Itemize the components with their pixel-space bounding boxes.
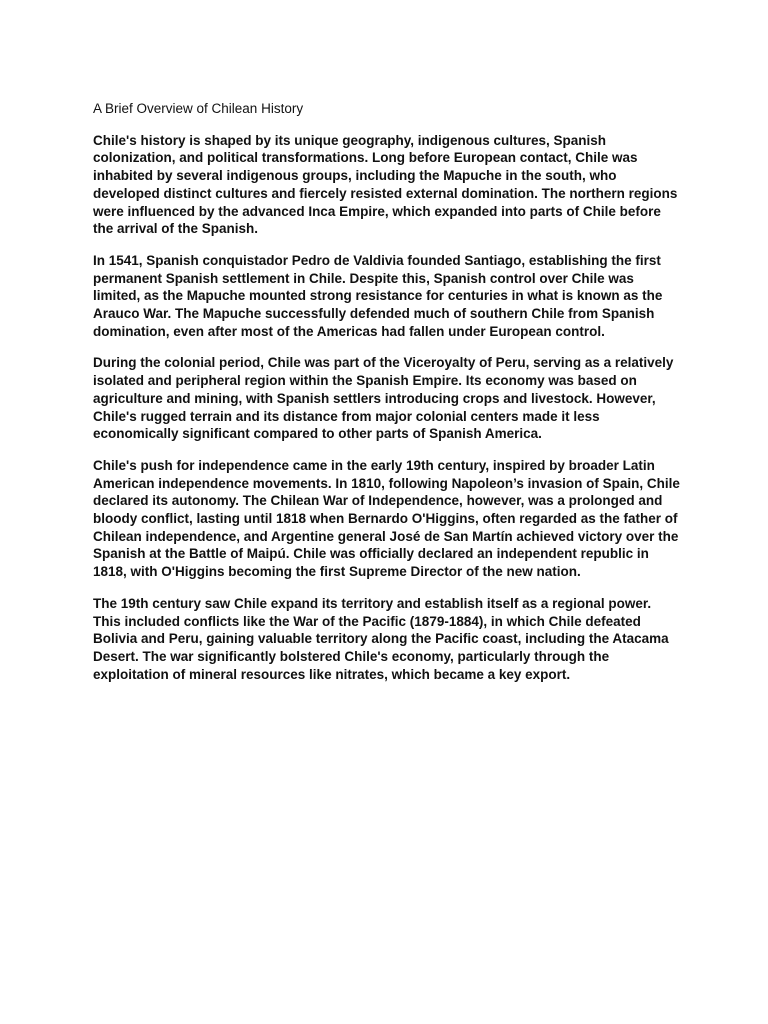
document-title: A Brief Overview of Chilean History xyxy=(93,101,304,116)
paragraph-indigenous: Chile's history is shaped by its unique geography, indigenous cultures, Spanish colonization, and political transformations. Long before European contact, Chile was inhabited by several indigenous groups, including the Mapuche in the south, who developed distinct cultures and fiercely resisted external domination. The northern regions were influenced by the advanced Inca Empire, which expanded into parts of Chile before the arrival of the Spanish. xyxy=(93,132,678,237)
paragraph-expansion: The 19th century saw Chile expand its territory and establish itself as a regional power. This included conflicts like the War of the Pacific (1879-1884), in which Chile defeated Bolivia and Peru, gaining valuable territory along the Pacific coast, including the Atacama Desert. The war significantly bolstered Chile's economy, particularly through the exploitation of mineral resources like nitrates, which became a key export. xyxy=(93,595,669,682)
paragraph-colonial: During the colonial period, Chile was part of the Viceroyalty of Peru, serving as a relatively isolated and peripheral region within the Spanish Empire. Its economy was based on agriculture and mining, with Spanish settlers introducing crops and livestock. However, Chile's rugged terrain and its distance from major colonial centers made it less economically significant compared to other parts of Spanish America. xyxy=(93,355,674,442)
paragraph-conquest: In 1541, Spanish conquistador Pedro de Valdivia founded Santiago, establishing the first permanent Spanish settlement in Chile. Despite this, Spanish control over Chile was limited, as the Mapuche mounted strong resistance for centuries in what is known as the Arauco War. The Mapuche successfully defended much of southern Chile from Spanish domination, even after most of the Americas had fallen under European control. xyxy=(93,252,663,339)
document-body xyxy=(93,100,681,697)
paragraph-independence: Chile's push for independence came in the early 19th century, inspired by broader Latin American independence movements. In 1810, following Napoleon’s invasion of Spain, Chile declared its autonomy. The Chilean War of Independence, however, was a prolonged and bloody conflict, lasting until 1818 when Bernardo O'Higgins, often regarded as the father of Chilean independence, and Argentine general José de San Martín achieved victory over the Spanish at the Battle of Maipú. Chile was officially declared an independent republic in 1818, with O'Higgins becoming the first Supreme Director of the new nation. xyxy=(93,457,680,580)
